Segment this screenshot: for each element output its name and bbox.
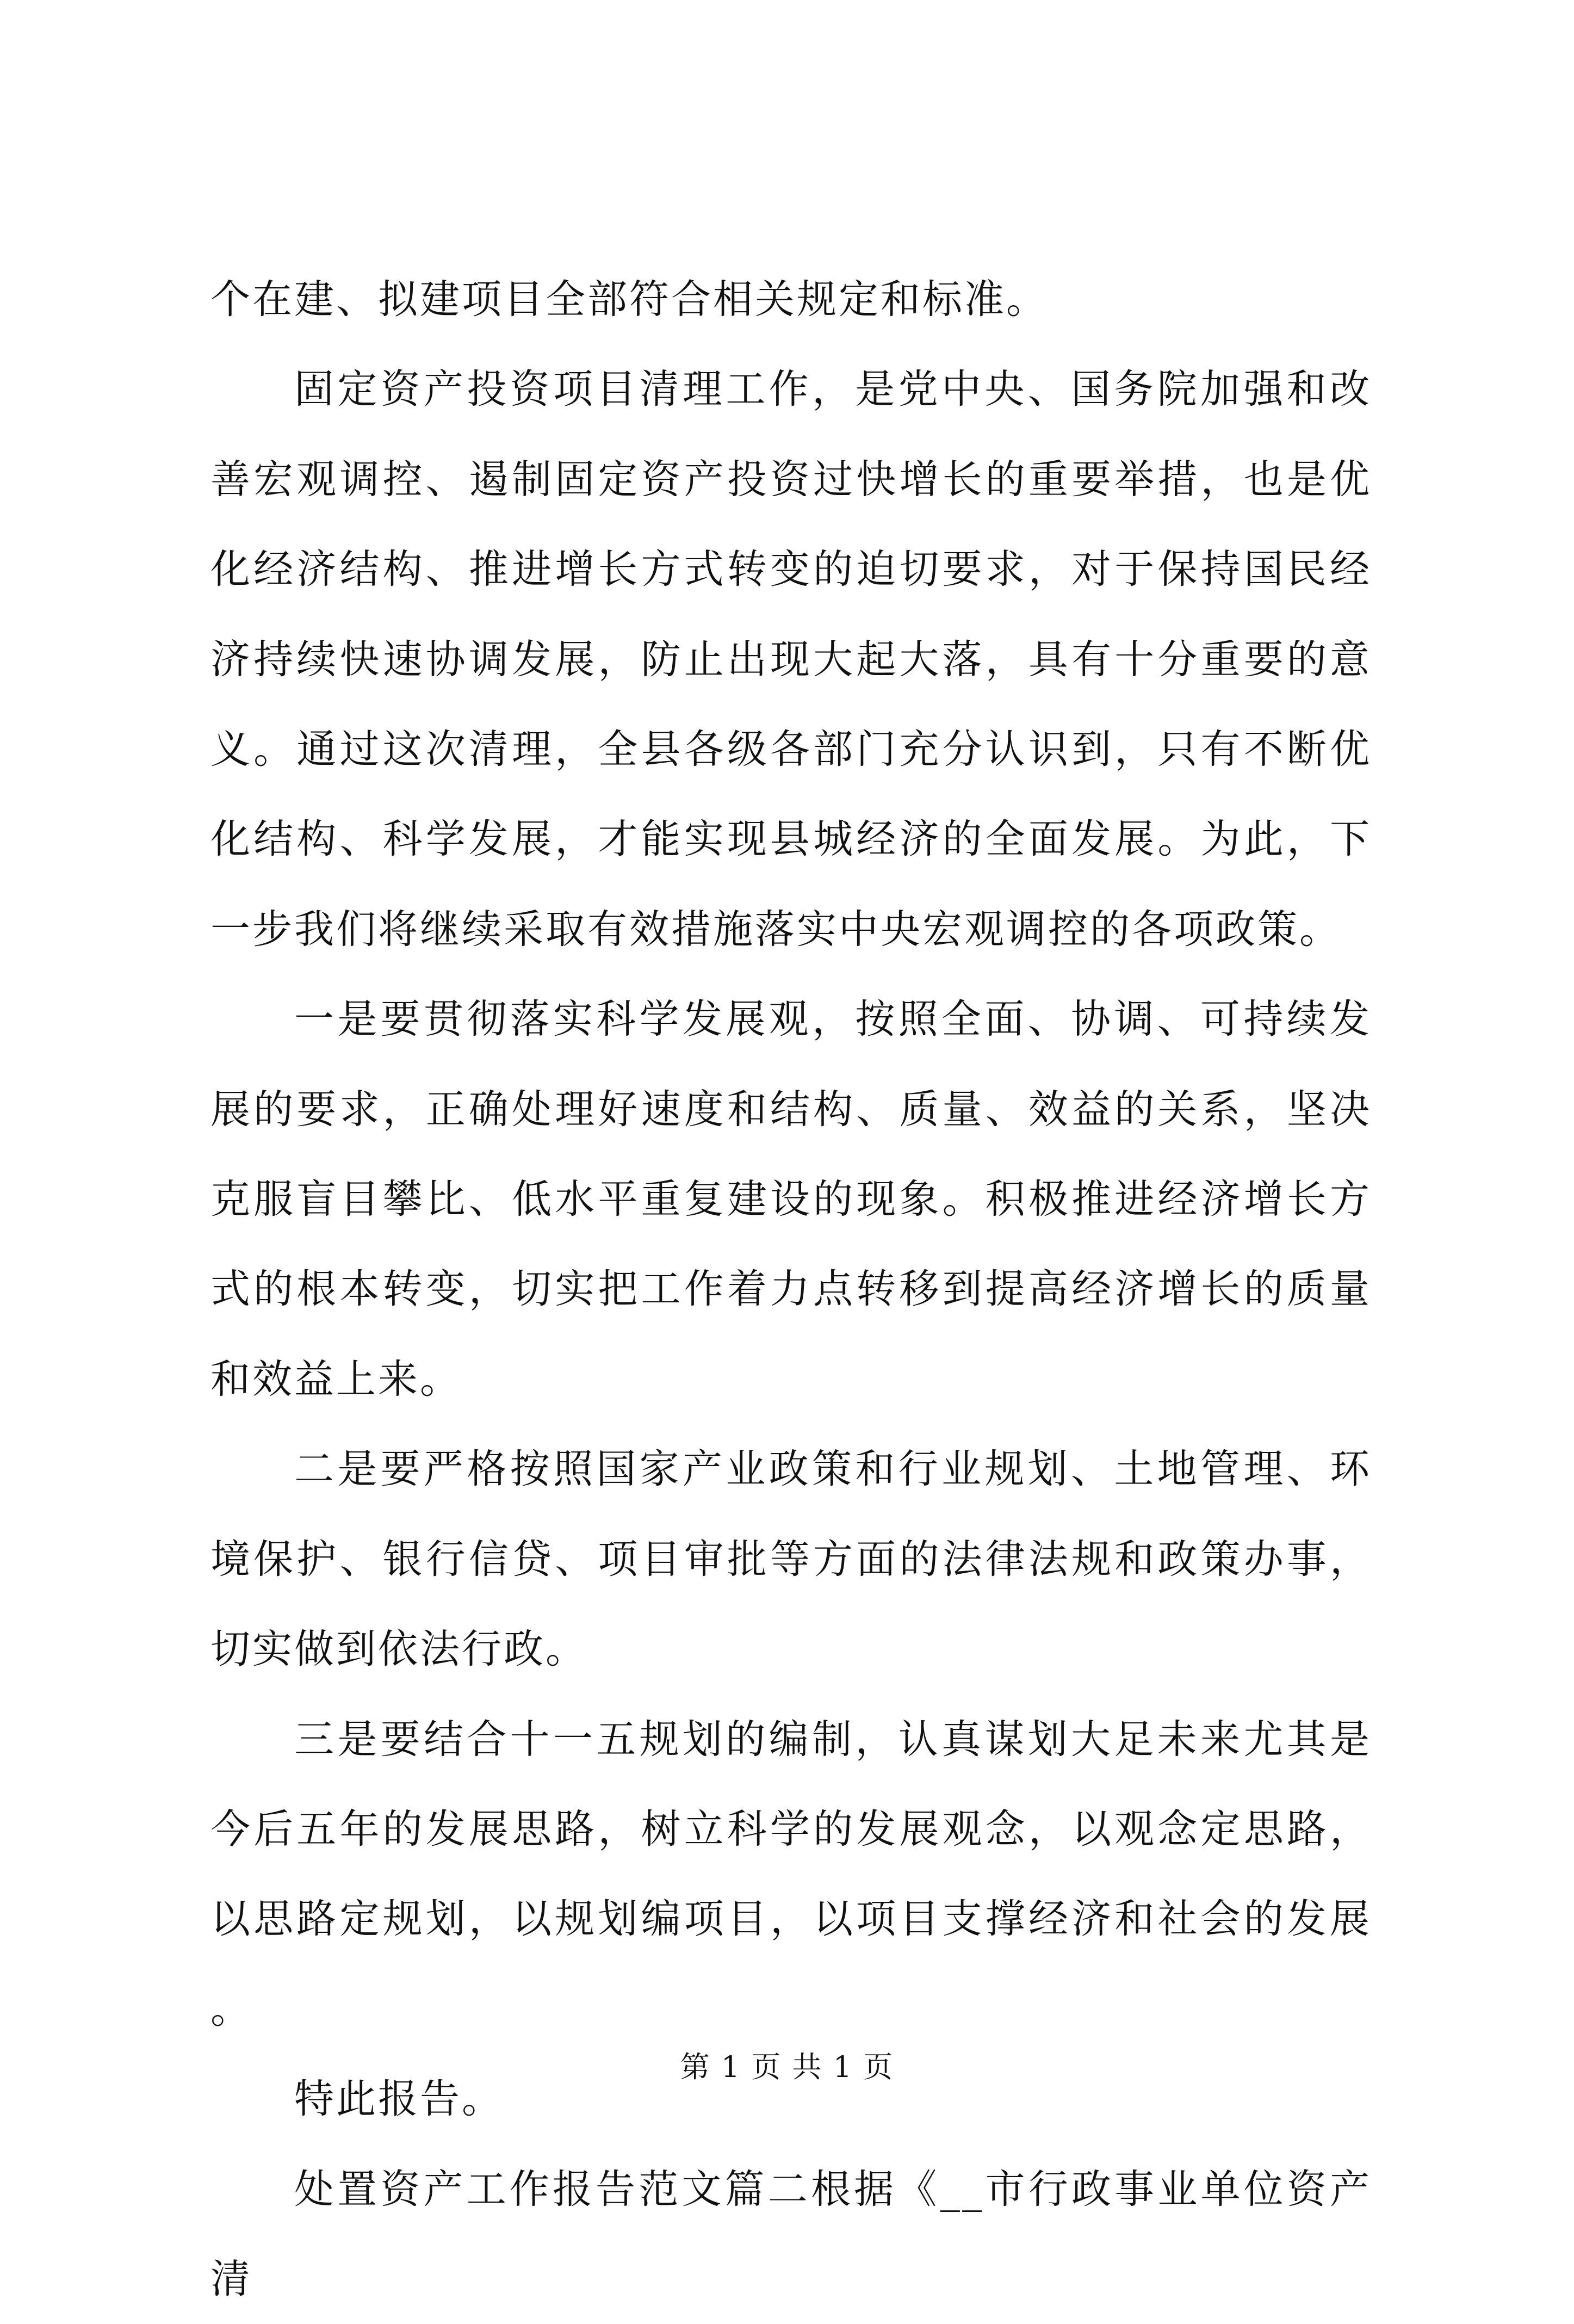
paragraph-next-article: 处置资产工作报告范文篇二根据《__市行政事业单位资产清 [210,2166,1372,2302]
paragraph-investment-cleanup: 固定资产投资项目清理工作，是党中央、国务院加强和改善宏观调控、遏制固定资产投资过快增长的重要举措，也是优化经济结构、推进增长方式转变的迫切要求，对于保持国民经济持续快速协调发展，防止出现大起大落，具有十分重要的意义。通过这次清理，全县各级各部门充分认识到，只有不断优化结构、科学发展，才能实现县城经济的全面发展。为此，下一步我们将继续采取有效措施落实中央宏观调控的各项政策。 [210,366,1372,953]
page-footer [0,2048,1574,2086]
paragraph-continuation: 个在建、拟建项目全部符合相关规定和标准。 [210,276,1048,323]
paragraph-closing: 特此报告。 [294,2076,504,2123]
document-body [210,255,1372,2324]
paragraph-measure-three: 三是要结合十一五规划的编制，认真谋划大足未来尤其是今后五年的发展思路，树立科学的发展观念，以观念定思路，以思路定规划，以规划编项目，以项目支撑经济和社会的发展。 [210,1716,1372,2032]
page-number-label: 第 1 页 共 1 页 [680,2050,894,2084]
paragraph-measure-one: 一是要贯彻落实科学发展观，按照全面、协调、可持续发展的要求，正确处理好速度和结构、质量、效益的关系，坚决克服盲目攀比、低水平重复建设的现象。积极推进经济增长方式的根本转变，切实把工作着力点转移到提高经济增长的质量和效益上来。 [210,996,1372,1402]
paragraph-measure-two: 二是要严格按照国家产业政策和行业规划、土地管理、环境保护、银行信贷、项目审批等方面的法律法规和政策办事，切实做到依法行政。 [210,1446,1372,1673]
